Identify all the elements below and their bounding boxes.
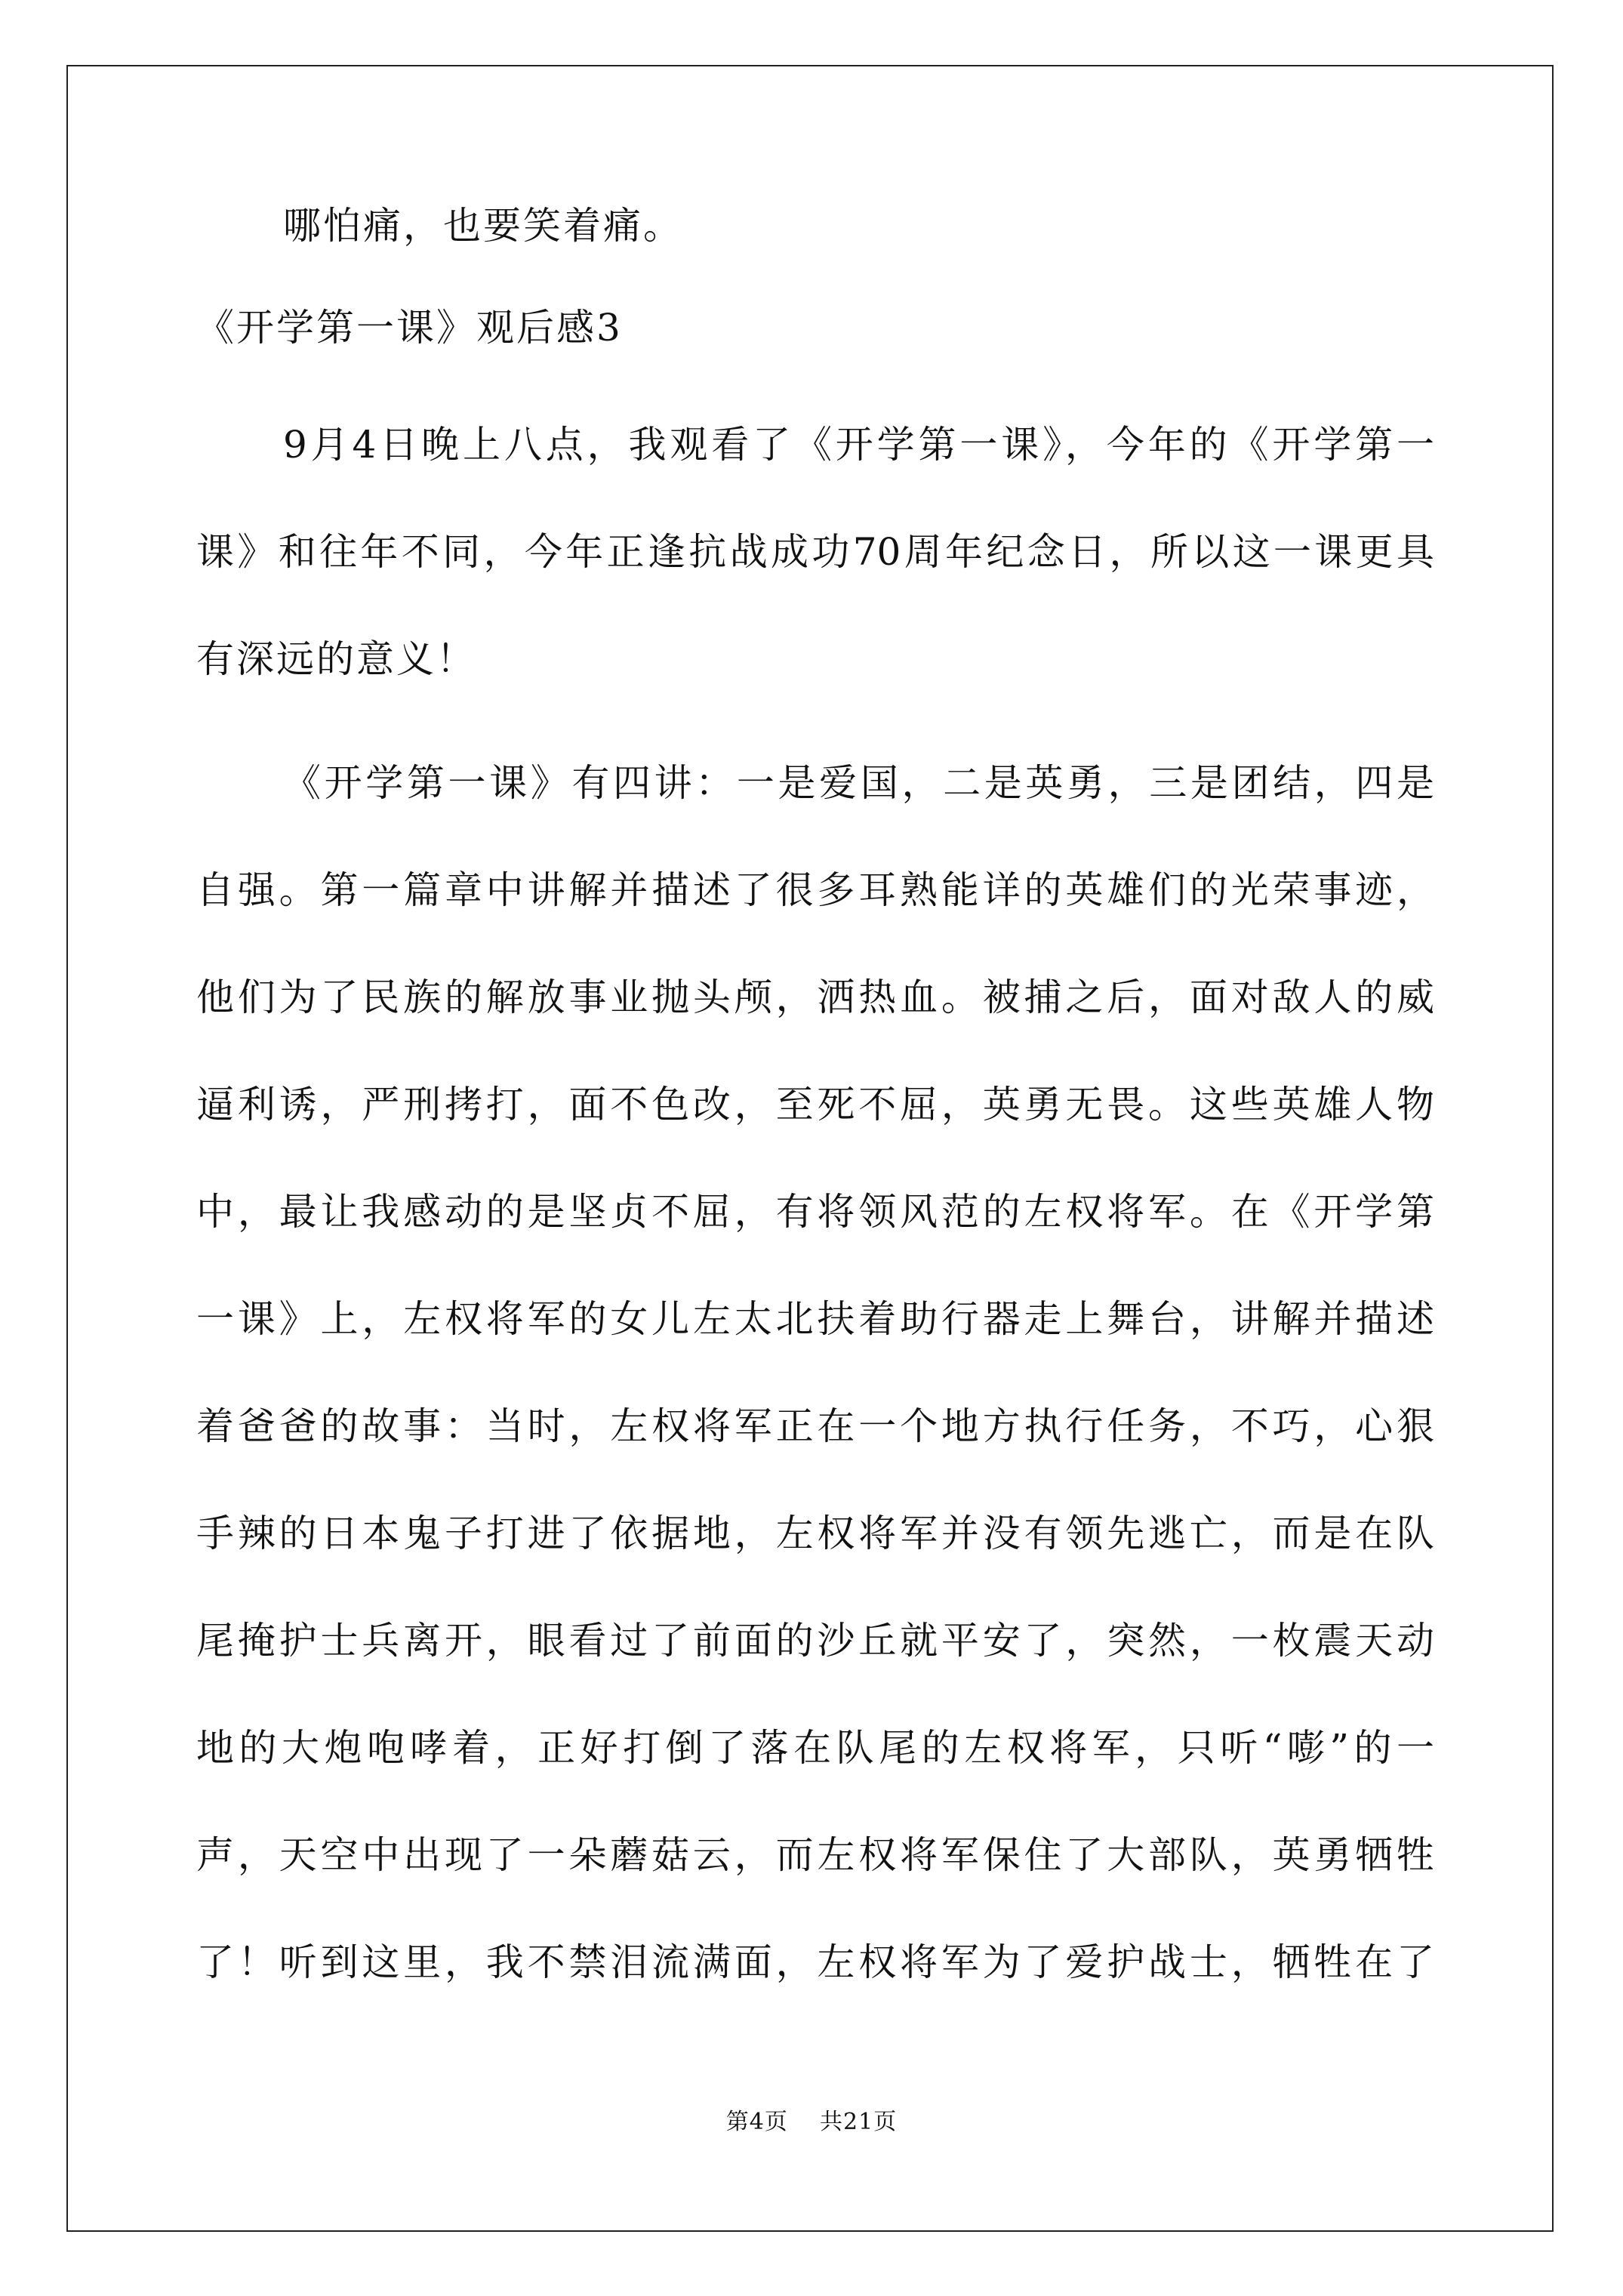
- text-line: 《开学第一课》有四讲：一是爱国，二是英勇，三是团结，四是: [283, 761, 1434, 805]
- text-line: 尾掩护士兵离开，眼看过了前面的沙丘就平安了，突然，一枚震天动: [196, 1619, 1434, 1663]
- page-frame: [66, 65, 1554, 2232]
- text-line: 有深远的意义！: [196, 637, 476, 681]
- text-line: 声，天空中出现了一朵蘑菇云，而左权将军保住了大部队，英勇牺牲: [196, 1833, 1434, 1877]
- text-line: 逼利诱，严刑拷打，面不色改，至死不屈，英勇无畏。这些英雄人物: [196, 1083, 1434, 1126]
- page-footer: [0, 2103, 1623, 2136]
- text-line: 9月4日晚上八点，我观看了《开学第一课》，今年的《开学第一: [283, 423, 1434, 467]
- text-line: 着爸爸的故事：当时，左权将军正在一个地方执行任务，不巧，心狠: [196, 1404, 1434, 1448]
- text-line: 手辣的日本鬼子打进了依据地，左权将军并没有领先逃亡，而是在队: [196, 1512, 1434, 1555]
- section-title: 《开学第一课》观后感3: [196, 306, 623, 350]
- text-line: 他们为了民族的解放事业抛头颅，洒热血。被捕之后，面对敌人的威: [196, 975, 1434, 1019]
- text-line: 地的大炮咆哮着，正好打倒了落在队尾的左权将军，只听“嘭”的一: [196, 1726, 1434, 1770]
- text-line: 了！听到这里，我不禁泪流满面，左权将军为了爱护战士，牺牲在了: [196, 1940, 1434, 1984]
- text-line: 一课》上，左权将军的女儿左太北扶着助行器走上舞台，讲解并描述: [196, 1297, 1434, 1341]
- text-line: 自强。第一篇章中讲解并描述了很多耳熟能详的英雄们的光荣事迹，: [196, 868, 1434, 912]
- page-number: 第4页: [725, 2109, 788, 2135]
- text-line: 课》和往年不同，今年正逢抗战成功70周年纪念日，所以这一课更具: [196, 530, 1434, 574]
- text-line: 哪怕痛，也要笑着痛。: [283, 204, 683, 248]
- page-total: 共21页: [820, 2109, 898, 2135]
- text-line: 中，最让我感动的是坚贞不屈，有将领风范的左权将军。在《开学第: [196, 1190, 1434, 1234]
